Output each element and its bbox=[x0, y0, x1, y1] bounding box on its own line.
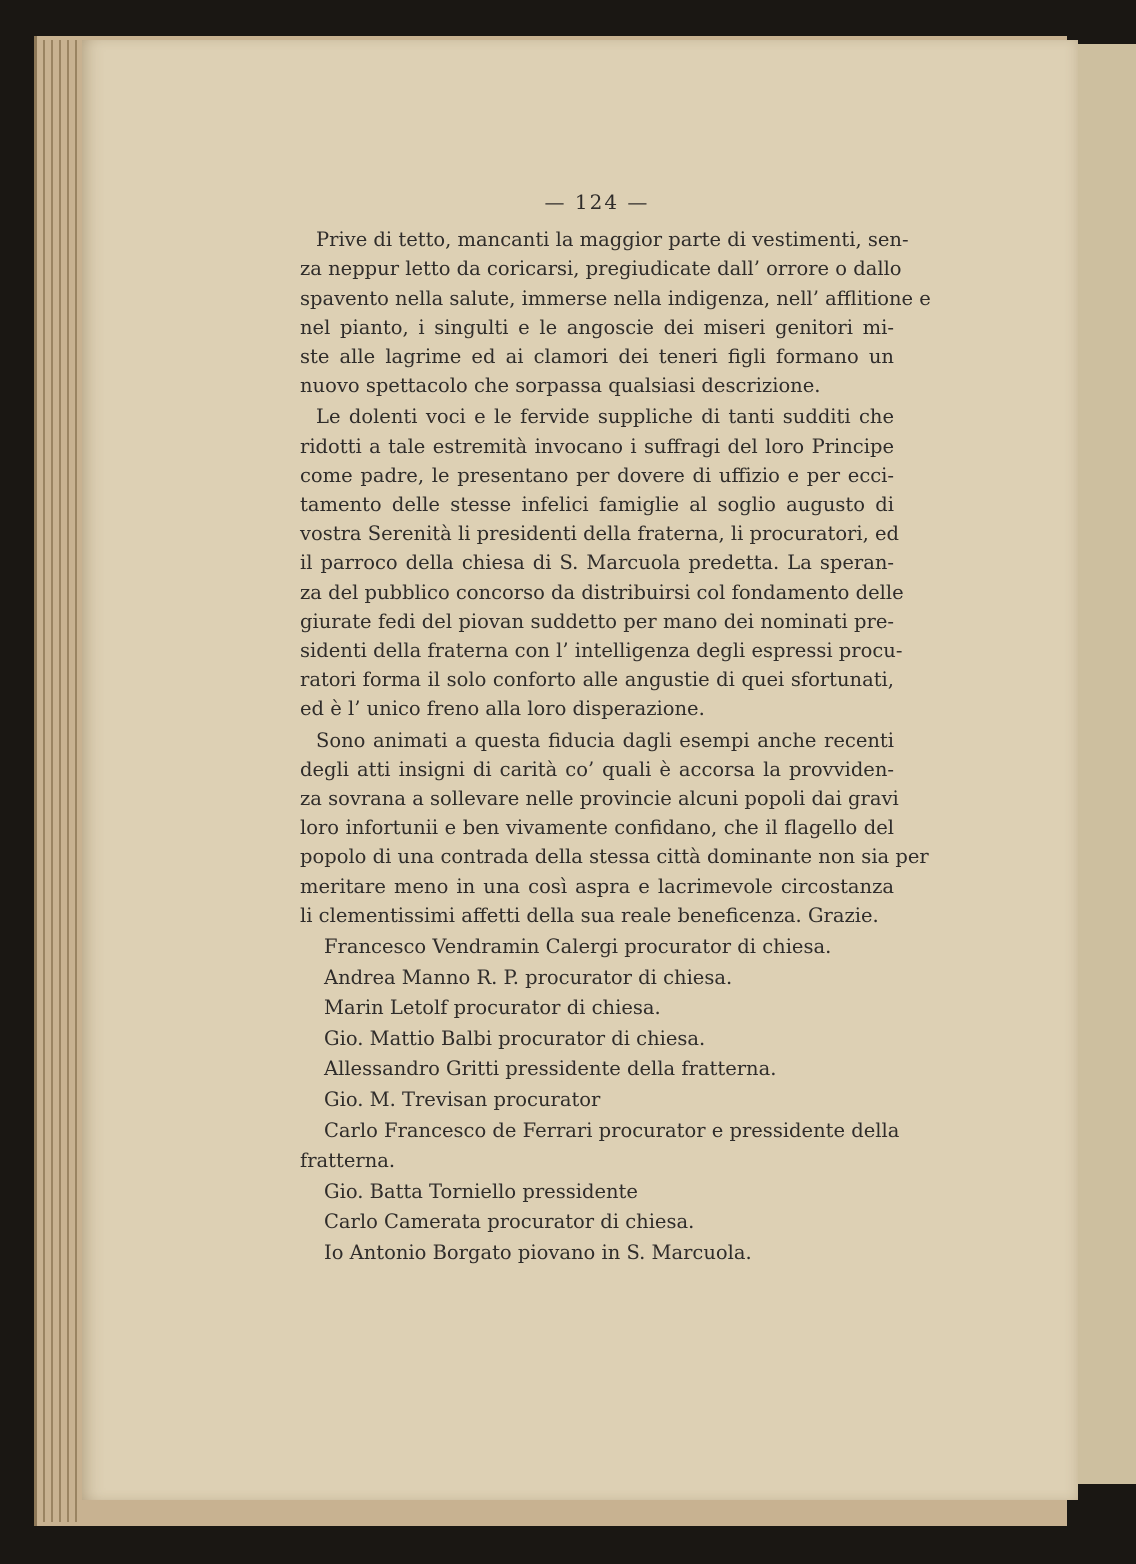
text-line: za neppur letto da coricarsi, pregiudicate dall’ orrore o dallo bbox=[300, 257, 902, 281]
text-line: tamento delle stesse infelici famiglie al soglio augusto di bbox=[300, 493, 894, 517]
text-line: popolo di una contrada della stessa città dominante non sia per bbox=[300, 845, 929, 869]
signature-line: Gio. Batta Torniello pressidente bbox=[324, 1179, 638, 1203]
text-line: ridotti a tale estremità invocano i suffragi del loro Principe bbox=[300, 434, 894, 458]
page-number: — 124 — bbox=[544, 190, 650, 214]
signature-line: Francesco Vendramin Calergi procurator di chiesa. bbox=[324, 935, 832, 959]
text-line: loro infortunii e ben vivamente confidano, che il flagello del bbox=[300, 816, 894, 840]
text-line: il parroco della chiesa di S. Marcuola predetta. La speran- bbox=[300, 551, 894, 575]
page-edge bbox=[59, 40, 61, 1522]
text-line: come padre, le presentano per dovere di uffizio e per ecci- bbox=[300, 463, 894, 487]
page-edge bbox=[51, 40, 53, 1522]
signature-line: Gio. Mattio Balbi procurator di chiesa. bbox=[324, 1026, 706, 1050]
text-line: ratori forma il solo conforto alle angustie di quei sfortunati, bbox=[300, 668, 894, 692]
text-line: ste alle lagrime ed ai clamori dei teneri figli formano un bbox=[300, 345, 894, 369]
text-line: Le dolenti voci e le fervide suppliche di tanti sudditi che bbox=[316, 405, 894, 429]
signature-continuation: fratterna. bbox=[300, 1149, 396, 1173]
paragraph bbox=[300, 225, 931, 400]
text-line: spavento nella salute, immerse nella indigenza, nell’ afflitione e bbox=[300, 286, 931, 310]
text-line: sidenti della fraterna con l’ intelligenza degli espressi procu- bbox=[300, 639, 903, 663]
text-line: giurate fedi del piovan suddetto per mano dei nominati pre- bbox=[300, 609, 894, 633]
text-line: za del pubblico concorso da distribuirsi col fondamento delle bbox=[300, 580, 904, 604]
signature-line: Marin Letolf procurator di chiesa. bbox=[324, 996, 661, 1020]
text-line: Sono animati a questa fiducia dagli esempi anche recenti bbox=[316, 728, 894, 752]
paragraph bbox=[300, 402, 904, 723]
signature-line: Allessandro Gritti pressidente della fratterna. bbox=[324, 1057, 777, 1081]
page-edge bbox=[67, 40, 69, 1522]
text-line: Prive di tetto, mancanti la maggior parte di vestimenti, sen- bbox=[316, 228, 909, 252]
page-edge bbox=[43, 40, 45, 1522]
text-line: vostra Serenità li presidenti della fraterna, li procuratori, ed bbox=[300, 522, 900, 546]
page-edge bbox=[75, 40, 77, 1522]
text-line: meritare meno in una così aspra e lacrimevole circostanza bbox=[300, 874, 894, 898]
page-text bbox=[300, 188, 931, 1269]
signature-line: Gio. M. Trevisan procurator bbox=[324, 1088, 601, 1112]
text-line: nel pianto, i singulti e le angoscie dei miseri genitori mi- bbox=[300, 315, 894, 339]
paragraph bbox=[300, 726, 929, 930]
signature-line: Andrea Manno R. P. procurator di chiesa. bbox=[324, 965, 733, 989]
text-line: nuovo spettacolo che sorpassa qualsiasi descrizione. bbox=[300, 374, 821, 398]
text-line: degli atti insigni di carità co’ quali è accorsa la provviden- bbox=[300, 757, 894, 781]
signature-list bbox=[300, 932, 900, 1269]
signature-line: Carlo Camerata procurator di chiesa. bbox=[324, 1210, 695, 1234]
signature-line: Io Antonio Borgato piovano in S. Marcuola. bbox=[324, 1241, 752, 1265]
text-line: za sovrana a sollevare nelle provincie alcuni popoli dai gravi bbox=[300, 787, 899, 811]
signature-line: Carlo Francesco de Ferrari procurator e pressidente della bbox=[324, 1118, 900, 1142]
text-line: ed è l’ unico freno alla loro disperazione. bbox=[300, 697, 705, 721]
text-line: li clementissimi affetti della sua reale beneficenza. Grazie. bbox=[300, 903, 879, 927]
